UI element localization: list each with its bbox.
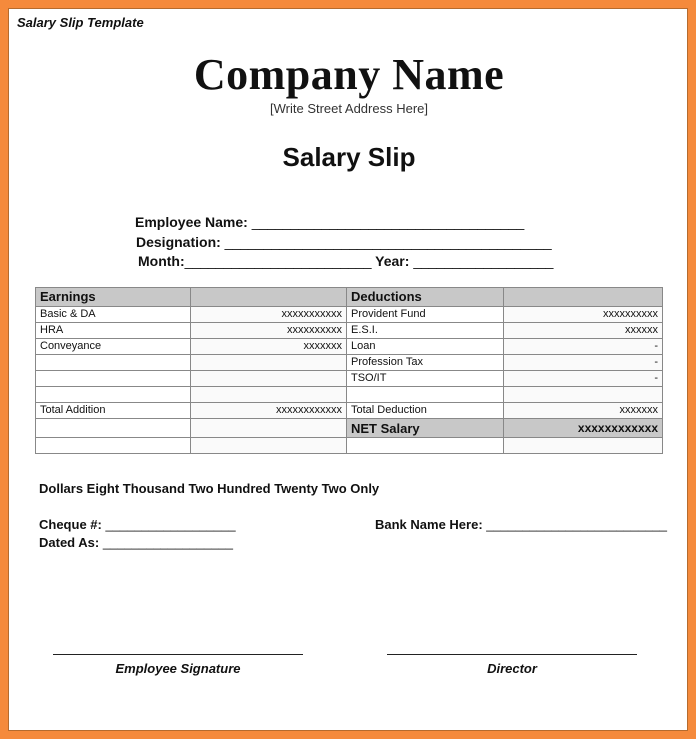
deduction-amount: -: [504, 371, 663, 387]
designation-row: [136, 234, 552, 250]
bank-label: Bank Name Here:: [375, 517, 483, 532]
employee-name-label: Employee Name:: [135, 214, 248, 230]
deduction-amount: -: [504, 355, 663, 371]
earning-label: [36, 371, 191, 387]
deduction-amount: -: [504, 339, 663, 355]
earning-amount: xxxxxxxxxx: [191, 323, 347, 339]
dated-field[interactable]: __________________: [102, 535, 233, 550]
table-row: [36, 323, 663, 339]
earning-label: [36, 355, 191, 371]
earning-label: [36, 387, 191, 403]
total-deduction-amount: xxxxxxx: [504, 403, 663, 419]
deduction-label: [347, 387, 504, 403]
empty-cell: [191, 438, 347, 454]
employee-name-row: [135, 214, 524, 230]
earning-amount: [191, 371, 347, 387]
deduction-label: Loan: [347, 339, 504, 355]
earning-amount: [191, 387, 347, 403]
earning-amount: [191, 355, 347, 371]
bank-field[interactable]: _________________________: [486, 517, 668, 532]
slip-title: Salary Slip: [282, 142, 416, 172]
deduction-label: TSO/IT: [347, 371, 504, 387]
template-title: Salary Slip Template: [17, 15, 144, 30]
table-row: [36, 339, 663, 355]
total-addition-label: Total Addition: [36, 403, 191, 419]
designation-field[interactable]: __________________________________________: [224, 234, 552, 250]
salary-table: [35, 287, 663, 454]
empty-cell: [36, 438, 191, 454]
table-row: [36, 355, 663, 371]
deduction-amount: xxxxxxxxxx: [504, 307, 663, 323]
total-addition-amount: xxxxxxxxxxxx: [191, 403, 347, 419]
net-salary-amount: xxxxxxxxxxxx: [504, 419, 663, 438]
dated-label: Dated As:: [39, 535, 100, 550]
director-signature-label: Director: [487, 661, 537, 676]
earning-amount: xxxxxxxxxxx: [191, 307, 347, 323]
table-row: [36, 438, 663, 454]
net-salary-row: [36, 419, 663, 438]
year-field[interactable]: __________________: [413, 253, 554, 269]
deduction-amount: [504, 387, 663, 403]
salary-slip-page: [8, 8, 688, 731]
net-salary-label: NET Salary: [347, 419, 504, 438]
table-row: [36, 307, 663, 323]
deduction-label: Provident Fund: [347, 307, 504, 323]
month-field[interactable]: ________________________: [184, 253, 372, 269]
empty-cell: [347, 438, 504, 454]
earnings-header: Earnings: [36, 288, 191, 307]
deduction-label: Profession Tax: [347, 355, 504, 371]
empty-cell: [191, 419, 347, 438]
employee-signature-line[interactable]: [53, 654, 303, 655]
table-row: [36, 387, 663, 403]
empty-cell: [504, 438, 663, 454]
employee-signature-label: Employee Signature: [115, 661, 241, 676]
total-deduction-label: Total Deduction: [347, 403, 504, 419]
month-year-row: [138, 253, 553, 269]
amount-in-words: Dollars Eight Thousand Two Hundred Twenty Two Only: [39, 481, 380, 496]
dated-row: [39, 535, 233, 550]
designation-label: Designation:: [136, 234, 221, 250]
cheque-label: Cheque #:: [39, 517, 102, 532]
deductions-header: Deductions: [347, 288, 504, 307]
director-signature-line[interactable]: [387, 654, 637, 655]
cheque-row: [39, 517, 236, 532]
earning-label: HRA: [36, 323, 191, 339]
employee-name-field[interactable]: ___________________________________: [251, 214, 525, 230]
deduction-label: E.S.I.: [347, 323, 504, 339]
earning-label: Conveyance: [36, 339, 191, 355]
company-address: [Write Street Address Here]: [270, 101, 428, 116]
totals-row: [36, 403, 663, 419]
bank-row: [375, 517, 667, 532]
year-label: Year:: [375, 253, 410, 269]
empty-cell: [36, 419, 191, 438]
month-label: Month:: [138, 253, 185, 269]
deductions-amount-header: [504, 288, 663, 307]
table-row: [36, 371, 663, 387]
company-name: Company Name: [193, 50, 505, 99]
deduction-amount: xxxxxx: [504, 323, 663, 339]
table-header-row: [36, 288, 663, 307]
earning-label: Basic & DA: [36, 307, 191, 323]
cheque-field[interactable]: __________________: [105, 517, 236, 532]
earnings-amount-header: [191, 288, 347, 307]
earning-amount: xxxxxxx: [191, 339, 347, 355]
